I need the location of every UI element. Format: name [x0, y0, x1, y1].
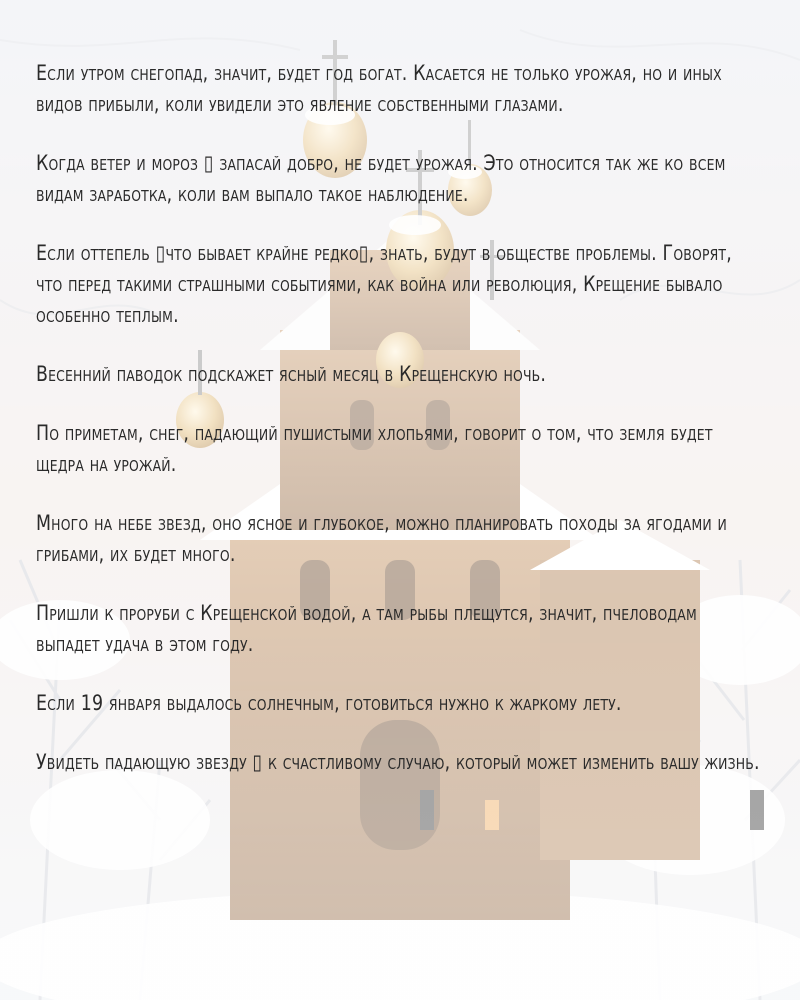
omen-paragraph-1: Если утром снегопад, значит, будет год богат. Касается не только урожая, но и иных видов прибыли, коли увидели это явление собственными глазами.	[36, 61, 722, 116]
omen-paragraph-4: Весенний паводок подскажет ясный месяц в Крещенскую ночь.	[36, 362, 547, 386]
omen-paragraph-7: Пришли к проруби с Крещенской водой, а там рыбы плещутся, значит, пчеловодам выпадет удача в этом году.	[36, 601, 697, 656]
omen-paragraph-9: Увидеть падающую звезду ▯ к счастливому случаю, который может изменить вашу жизнь.	[36, 750, 760, 774]
omens-text-panel	[36, 58, 766, 806]
omen-paragraph-5: По приметам, снег, падающий пушистыми хлопьями, говорит о том, что земля будет щедра на урожай.	[36, 421, 713, 476]
omen-paragraph-8: Если 19 января выдалось солнечным, готовиться нужно к жаркому лету.	[36, 691, 622, 715]
omen-paragraph-3: Если оттепель ▯что бывает крайне редко▯, знать, будут в обществе проблемы. Говорят, что перед такими страшными событиями, как война или революция, Крещение бывало особенно теплым.	[36, 241, 732, 327]
omen-paragraph-6: Много на небе звезд, оно ясное и глубокое, можно планировать походы за ягодами и грибами, их будет много.	[36, 511, 727, 566]
omen-paragraph-2: Когда ветер и мороз ▯ запасай добро, не будет урожая. Это относится так же ко всем видам заработка, коли вам выпало такое наблюдение.	[36, 151, 726, 206]
